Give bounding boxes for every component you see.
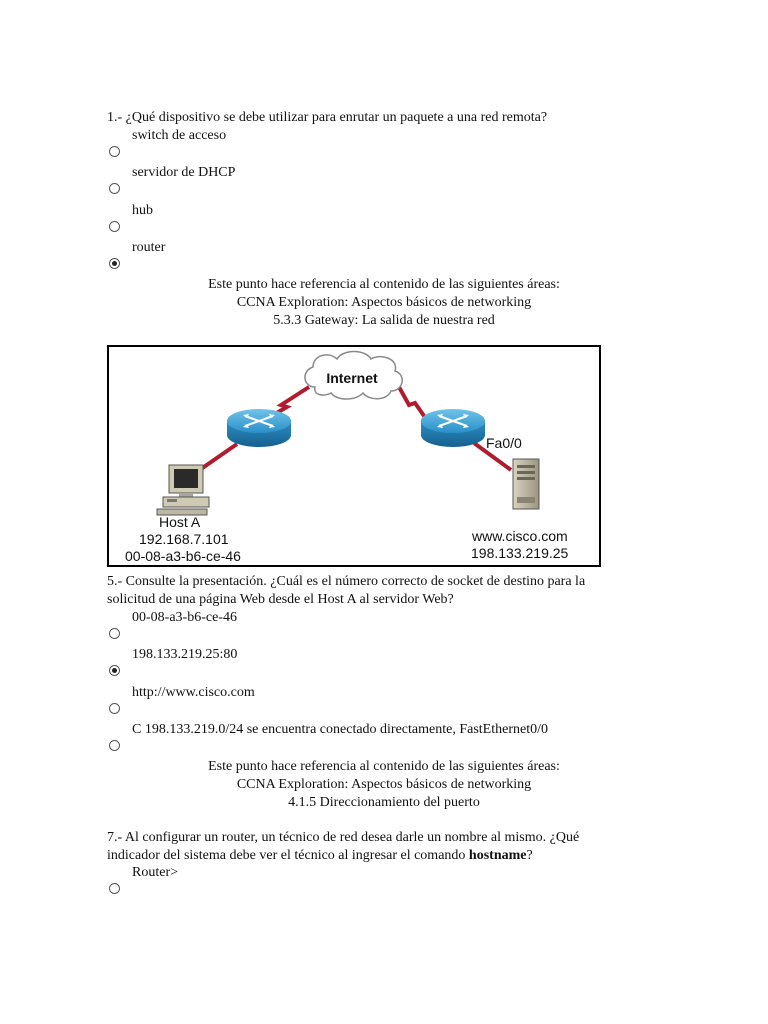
q5-option-1-radio[interactable] xyxy=(109,628,120,639)
ethernet-link-host xyxy=(201,444,237,469)
q5-option-1-label: 00-08-a3-b6-ce-46 xyxy=(132,610,237,625)
q5-option-2-label: 198.133.219.25:80 xyxy=(132,647,238,662)
host-pc-icon xyxy=(157,465,209,515)
internet-cloud-label: Internet xyxy=(326,370,378,386)
q1-option-3-radio[interactable] xyxy=(109,221,120,232)
server-name: www.cisco.com xyxy=(472,528,568,544)
router-right-icon xyxy=(421,409,485,447)
q1-option-2-label: servidor de DHCP xyxy=(132,165,236,180)
network-diagram-svg xyxy=(109,347,599,565)
interface-label: Fa0/0 xyxy=(486,435,522,451)
q5-option-4-label: C 198.133.219.0/24 se encuentra conectado directamente, FastEthernet0/0 xyxy=(132,722,548,737)
q5-option-2-radio[interactable] xyxy=(109,665,120,676)
q5-reference-section: 4.1.5 Direccionamiento del puerto xyxy=(288,795,480,810)
web-server-icon xyxy=(513,459,539,509)
network-diagram xyxy=(107,345,601,567)
question-5-text: 5.- Consulte la presentación. ¿Cuál es el número correcto de socket de destino para la solicitud de una página Web desde el Host A al servidor Web? xyxy=(107,574,586,607)
q5-option-3-label: http://www.cisco.com xyxy=(132,685,255,700)
q1-option-1-radio[interactable] xyxy=(109,146,120,157)
q7-option-1-radio[interactable] xyxy=(109,883,120,894)
host-ip: 192.168.7.101 xyxy=(139,531,229,547)
router-left-icon xyxy=(227,409,291,447)
question-1-text: 1.- ¿Qué dispositivo se debe utilizar para enrutar un paquete a una red remota? xyxy=(107,110,548,125)
host-mac: 00-08-a3-b6-ce-46 xyxy=(125,548,241,564)
q5-reference-course: CCNA Exploration: Aspectos básicos de networking xyxy=(236,777,532,792)
question-7-text-end: ? xyxy=(526,848,533,863)
q5-option-4-radio[interactable] xyxy=(109,740,120,751)
q5-option-3-radio[interactable] xyxy=(109,703,120,714)
q1-option-4-label: router xyxy=(132,240,166,255)
q5-reference-intro: Este punto hace referencia al contenido de las siguientes áreas: xyxy=(208,759,560,774)
q1-option-3-label: hub xyxy=(132,203,153,218)
q1-reference-intro: Este punto hace referencia al contenido de las siguientes áreas: xyxy=(208,277,560,292)
q1-option-4-radio[interactable] xyxy=(109,258,120,269)
q1-reference-course: CCNA Exploration: Aspectos básicos de networking xyxy=(236,295,532,310)
q1-option-2-radio[interactable] xyxy=(109,183,120,194)
host-name: Host A xyxy=(159,514,201,530)
question-7-command: hostname xyxy=(468,848,527,863)
server-ip: 198.133.219.25 xyxy=(471,545,569,561)
q1-reference-section: 5.3.3 Gateway: La salida de nuestra red xyxy=(273,313,495,328)
question-7-text-start: 7.- Al configurar un router, un técnico de red desea darle un nombre al mismo. ¿Qué indicador del sistema debe ver el técnico al ingresar el comando xyxy=(107,830,580,863)
q1-option-1-label: switch de acceso xyxy=(132,128,227,143)
question-7-text xyxy=(107,829,627,865)
q7-option-1-label: Router> xyxy=(132,865,178,880)
